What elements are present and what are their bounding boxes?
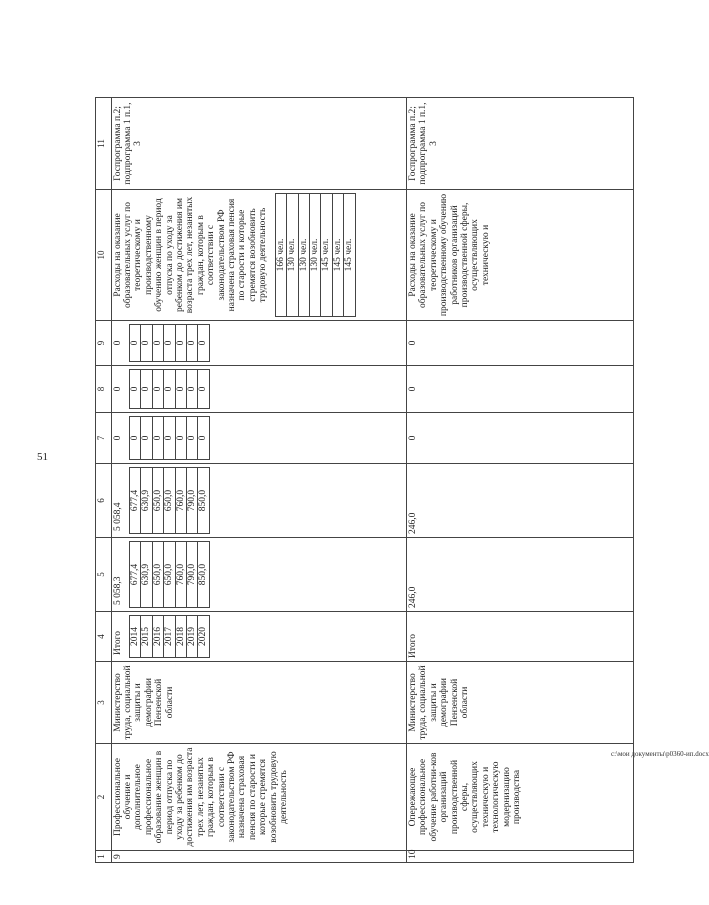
year-amount: 650,0 [164, 542, 175, 608]
year-amount: 630,9 [141, 468, 152, 534]
col-header: 1 [96, 851, 112, 863]
year-amount: 0 [130, 325, 141, 362]
year-amount: 0 [175, 325, 186, 362]
year-value: 2014 [130, 616, 141, 658]
year-amount: 677,4 [130, 468, 141, 534]
year-indicator: 130 чел. [298, 194, 309, 317]
indicator-text: Расходы на оказание образовательных услуг по теоретическому и производственному обучению женщин в период отпуска по уходу за ребенком до достижения им возраста трех лет, незанятых граждан, которым в соответствии с законодательством РФ назначена страховая пенсия по старости и которые стремятся возобновить трудовую деятельность [112, 196, 269, 314]
page-number: 51 [37, 451, 48, 463]
year-value: 2017 [164, 616, 175, 658]
col-header: 11 [96, 98, 112, 190]
period-cell [111, 612, 406, 662]
year-amount: 0 [141, 417, 152, 460]
col9-cell [111, 321, 406, 366]
year-indicator: 130 чел. [287, 194, 298, 317]
year-amount: 0 [164, 370, 175, 409]
col9-value: 0 [112, 340, 123, 346]
year-amount: 0 [198, 325, 209, 362]
year-indicator: 145 чел. [332, 194, 343, 317]
years-subtable [129, 467, 210, 534]
year-amount: 0 [175, 370, 186, 409]
col-header: 2 [96, 744, 112, 851]
year-amount: 650,0 [152, 468, 163, 534]
col7-value: 0 [406, 413, 633, 464]
executor: Министерство труда, социальной защиты и демографии Пензенской области [111, 662, 406, 744]
year-amount: 0 [130, 370, 141, 409]
executor: Министерство труда, социальной защиты и демографии Пензенской области [406, 662, 633, 744]
year-amount: 0 [175, 417, 186, 460]
program-reference: Госпрограмма п.2; подпрограмма 1 п.1, 3 [406, 98, 633, 190]
years-subtable [129, 416, 210, 460]
year-amount: 0 [152, 370, 163, 409]
year-indicator: 130 чел. [309, 194, 320, 317]
col-header: 4 [96, 612, 112, 662]
col9-value: 0 [406, 321, 633, 366]
year-amount: 0 [130, 417, 141, 460]
col-header: 6 [96, 464, 112, 538]
table-row [406, 98, 633, 863]
year-value: 2018 [175, 616, 186, 658]
year-amount: 0 [141, 325, 152, 362]
year-amount: 0 [164, 325, 175, 362]
row-number: 10 [406, 851, 633, 863]
col-header: 9 [96, 321, 112, 366]
year-value: 2015 [141, 616, 152, 658]
program-reference: Госпрограмма п.2; подпрограмма 1 п.1, 3 [111, 98, 406, 190]
year-amount: 0 [198, 370, 209, 409]
col-header: 10 [96, 190, 112, 321]
year-indicator: 145 чел. [344, 194, 355, 317]
year-amount: 760,0 [175, 468, 186, 534]
col8-value: 0 [406, 366, 633, 413]
total-amount: 5 058,3 [112, 576, 123, 605]
years-subtable [129, 324, 210, 362]
years-subtable [129, 615, 210, 658]
col8-cell [111, 366, 406, 413]
years-subtable [129, 541, 210, 608]
col-header: 7 [96, 413, 112, 464]
years-subtable [129, 369, 210, 409]
indicator-cell [111, 190, 406, 321]
year-amount: 760,0 [175, 542, 186, 608]
year-amount: 650,0 [152, 542, 163, 608]
year-amount: 650,0 [164, 468, 175, 534]
year-amount: 0 [187, 370, 198, 409]
year-amount: 850,0 [198, 468, 209, 534]
col8-value: 0 [112, 386, 123, 392]
year-amount: 0 [152, 325, 163, 362]
header-row [96, 98, 112, 863]
year-value: 2016 [152, 616, 163, 658]
year-amount: 0 [152, 417, 163, 460]
year-amount: 677,4 [130, 542, 141, 608]
year-indicator: 166 чел. [275, 194, 286, 317]
year-amount: 0 [198, 417, 209, 460]
activity-name: Профессиональное обучение и дополнительное профессиональное образование женщин в период отпуска по уходу за ребенком до достижения им возраста трех лет, незанятых граждан, которым в соответствии с законодательством РФ назначена страховая пенсия по старости и которые стремятся возобновить трудовую деятельность [111, 744, 406, 851]
year-amount: 0 [141, 370, 152, 409]
col-header: 5 [96, 538, 112, 612]
file-path-note: c:\мои документы\р0360-ип.docx [611, 750, 709, 758]
year-amount: 0 [187, 325, 198, 362]
year-amount: 0 [187, 417, 198, 460]
year-indicator: 145 чел. [321, 194, 332, 317]
year-amount: 850,0 [198, 542, 209, 608]
col7-cell [111, 413, 406, 464]
year-value: 2019 [187, 616, 198, 658]
regional-amount: 246,0 [406, 464, 633, 538]
col-header: 8 [96, 366, 112, 413]
year-amount: 630,9 [141, 542, 152, 608]
regional-budget-cell [111, 464, 406, 538]
table-row [111, 98, 406, 863]
year-amount: 790,0 [187, 468, 198, 534]
regional-amount: 5 058,4 [112, 502, 123, 531]
period-total-label: Итого [406, 612, 633, 662]
program-activities-table [95, 97, 634, 863]
total-amount-cell [111, 538, 406, 612]
period-total-label: Итого [112, 630, 123, 655]
col7-value: 0 [112, 435, 123, 441]
activity-name: Опережающее профессиональное обучение работни-ков организаций производственной сферы, осуществляющих техническую и технологическую модернизацию производства [406, 744, 633, 851]
year-amount: 790,0 [187, 542, 198, 608]
year-value: 2020 [198, 616, 209, 658]
years-subtable [275, 193, 356, 317]
total-amount: 246,0 [406, 538, 633, 612]
col-header: 3 [96, 662, 112, 744]
indicator-text: Расходы на оказание образовательных услуг по теоретическому и производственному обучению работников организаций производственной сферы, осуществляющих техническую и [406, 190, 633, 321]
year-amount: 0 [164, 417, 175, 460]
row-number: 9 [111, 851, 406, 863]
